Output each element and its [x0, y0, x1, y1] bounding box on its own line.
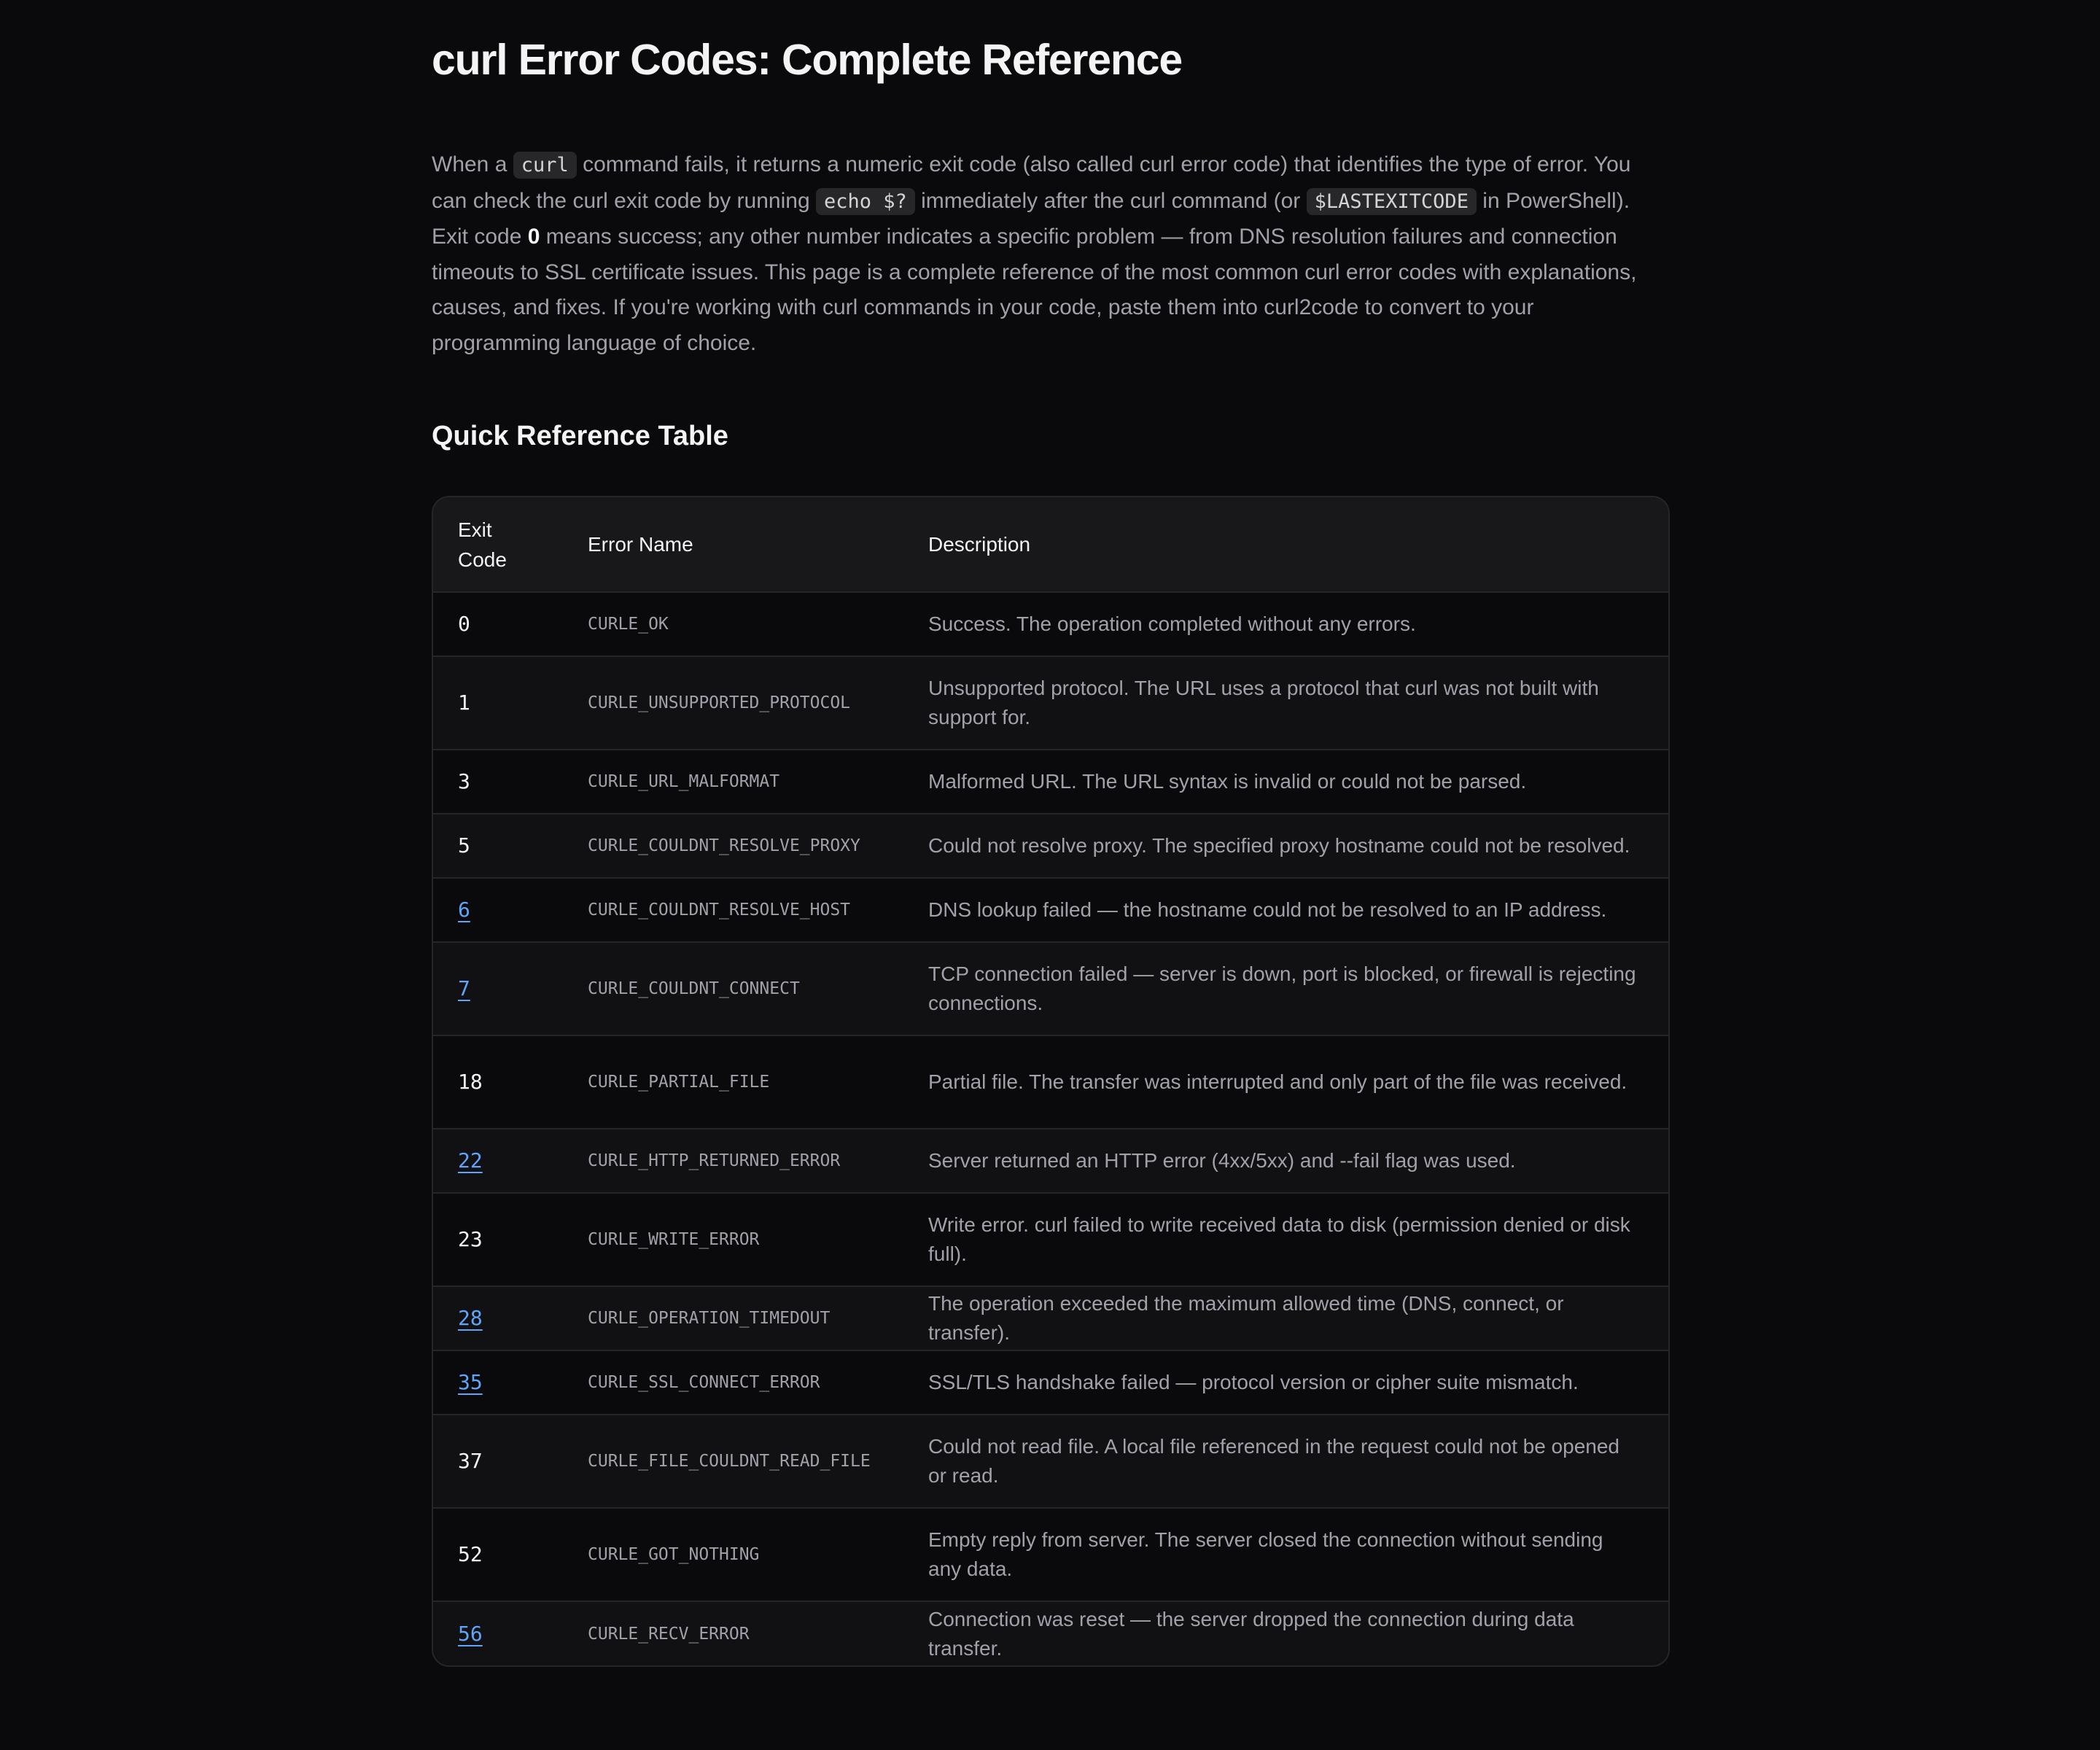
exit-code-value: 52 [458, 1542, 483, 1566]
intro-bold-zero: 0 [527, 225, 540, 249]
table-row [433, 1286, 1668, 1350]
cell-error-name: CURLE_FILE_COULDNT_READ_FILE [563, 1415, 903, 1508]
cell-exit-code [433, 592, 563, 656]
cell-description: Malformed URL. The URL syntax is invalid or could not be parsed. [903, 750, 1668, 814]
table-row [433, 1350, 1668, 1415]
page-title: curl Error Codes: Complete Reference [432, 36, 1182, 84]
cell-exit-code [433, 1035, 563, 1129]
cell-exit-code [433, 814, 563, 878]
exit-code-link[interactable]: 28 [458, 1306, 483, 1330]
exit-code-value: 3 [458, 769, 470, 793]
cell-description: SSL/TLS handshake failed — protocol version or cipher suite mismatch. [903, 1350, 1668, 1415]
cell-description: Server returned an HTTP error (4xx/5xx) and --fail flag was used. [903, 1129, 1668, 1193]
table-row [433, 878, 1668, 942]
header-description: Description [928, 533, 1031, 556]
cell-error-name: CURLE_UNSUPPORTED_PROTOCOL [563, 656, 903, 750]
cell-error-name: CURLE_HTTP_RETURNED_ERROR [563, 1129, 903, 1193]
cell-error-name: CURLE_OK [563, 592, 903, 656]
cell-description: Partial file. The transfer was interrupted and only part of the file was received. [903, 1035, 1668, 1129]
table-row [433, 1508, 1668, 1601]
cell-description: Empty reply from server. The server closed the connection without sending any data. [903, 1508, 1668, 1601]
intro-text-5: means success; any other number indicates a specific problem — from DNS resolution failures and connection timeouts to SSL certificate issues. This page is a complete reference of the most common curl error codes with explanations, causes, and fixes. If you're working with curl commands in your code, paste them into curl2code to convert to your programming language of choice. [432, 225, 1637, 355]
cell-error-name: CURLE_COULDNT_RESOLVE_HOST [563, 878, 903, 942]
header-exit-code: Exit Code [458, 518, 507, 571]
intro-text-2: command fails, it returns a numeric exit code (also called curl error code) that identifies the type of error. You can check the curl exit code by running [432, 152, 1631, 213]
cell-description: Unsupported protocol. The URL uses a protocol that curl was not built with support for. [903, 656, 1668, 750]
table-header-row [433, 497, 1668, 592]
cell-exit-code [433, 1129, 563, 1193]
cell-exit-code [433, 750, 563, 814]
exit-code-link[interactable]: 56 [458, 1621, 483, 1646]
cell-exit-code [433, 656, 563, 750]
cell-description: The operation exceeded the maximum allowed time (DNS, connect, or transfer). [903, 1286, 1668, 1350]
cell-exit-code [433, 1193, 563, 1286]
header-error-name: Error Name [588, 533, 693, 556]
intro-text-1: When a [432, 152, 513, 176]
exit-code-value: 23 [458, 1227, 483, 1251]
cell-description: Connection was reset — the server dropped the connection during data transfer. [903, 1601, 1668, 1665]
table-row [433, 750, 1668, 814]
cell-exit-code [433, 1601, 563, 1665]
cell-error-name: CURLE_RECV_ERROR [563, 1601, 903, 1665]
cell-error-name: CURLE_GOT_NOTHING [563, 1508, 903, 1601]
exit-code-value: 37 [458, 1449, 483, 1473]
inline-code-lastexitcode: $LASTEXITCODE [1307, 188, 1477, 215]
exit-code-value: 0 [458, 612, 470, 636]
exit-code-link[interactable]: 22 [458, 1148, 483, 1172]
table-row [433, 1193, 1668, 1286]
cell-error-name: CURLE_WRITE_ERROR [563, 1193, 903, 1286]
cell-error-name: CURLE_COULDNT_RESOLVE_PROXY [563, 814, 903, 878]
cell-description: Write error. curl failed to write received data to disk (permission denied or disk full). [903, 1193, 1668, 1286]
section-title: Quick Reference Table [432, 421, 728, 451]
cell-description: Success. The operation completed without any errors. [903, 592, 1668, 656]
exit-code-link[interactable]: 6 [458, 898, 470, 922]
cell-exit-code [433, 878, 563, 942]
table-row [433, 1035, 1668, 1129]
exit-code-value: 1 [458, 691, 470, 715]
cell-error-name: CURLE_PARTIAL_FILE [563, 1035, 903, 1129]
reference-table [433, 497, 1668, 1665]
cell-error-name: CURLE_COULDNT_CONNECT [563, 942, 903, 1035]
table-row [433, 656, 1668, 750]
exit-code-link[interactable]: 35 [458, 1370, 483, 1394]
article [432, 32, 1668, 1660]
table-row [433, 942, 1668, 1035]
reference-table-container [432, 496, 1670, 1667]
intro-paragraph [432, 147, 1668, 361]
table-body [433, 592, 1668, 1665]
cell-exit-code [433, 1286, 563, 1350]
exit-code-value: 5 [458, 833, 470, 858]
intro-text-3: immediately after the curl command (or [914, 188, 1307, 213]
exit-code-link[interactable]: 7 [458, 976, 470, 1000]
table-row [433, 1601, 1668, 1665]
cell-exit-code [433, 1415, 563, 1508]
cell-exit-code [433, 1508, 563, 1601]
cell-description: DNS lookup failed — the hostname could not be resolved to an IP address. [903, 878, 1668, 942]
exit-code-value: 18 [458, 1070, 483, 1094]
cell-error-name: CURLE_URL_MALFORMAT [563, 750, 903, 814]
cell-error-name: CURLE_SSL_CONNECT_ERROR [563, 1350, 903, 1415]
table-row [433, 1129, 1668, 1193]
cell-description: Could not resolve proxy. The specified proxy hostname could not be resolved. [903, 814, 1668, 878]
cell-exit-code [433, 1350, 563, 1415]
table-row [433, 1415, 1668, 1508]
cell-description: Could not read file. A local file referenced in the request could not be opened or read. [903, 1415, 1668, 1508]
cell-error-name: CURLE_OPERATION_TIMEDOUT [563, 1286, 903, 1350]
inline-code-curl: curl [513, 152, 577, 179]
inline-code-echo: echo $? [816, 188, 915, 215]
table-row [433, 592, 1668, 656]
intro-text-4: in PowerShell). Exit code [432, 188, 1630, 249]
cell-exit-code [433, 942, 563, 1035]
table-row [433, 814, 1668, 878]
cell-description: TCP connection failed — server is down, port is blocked, or firewall is rejecting connections. [903, 942, 1668, 1035]
